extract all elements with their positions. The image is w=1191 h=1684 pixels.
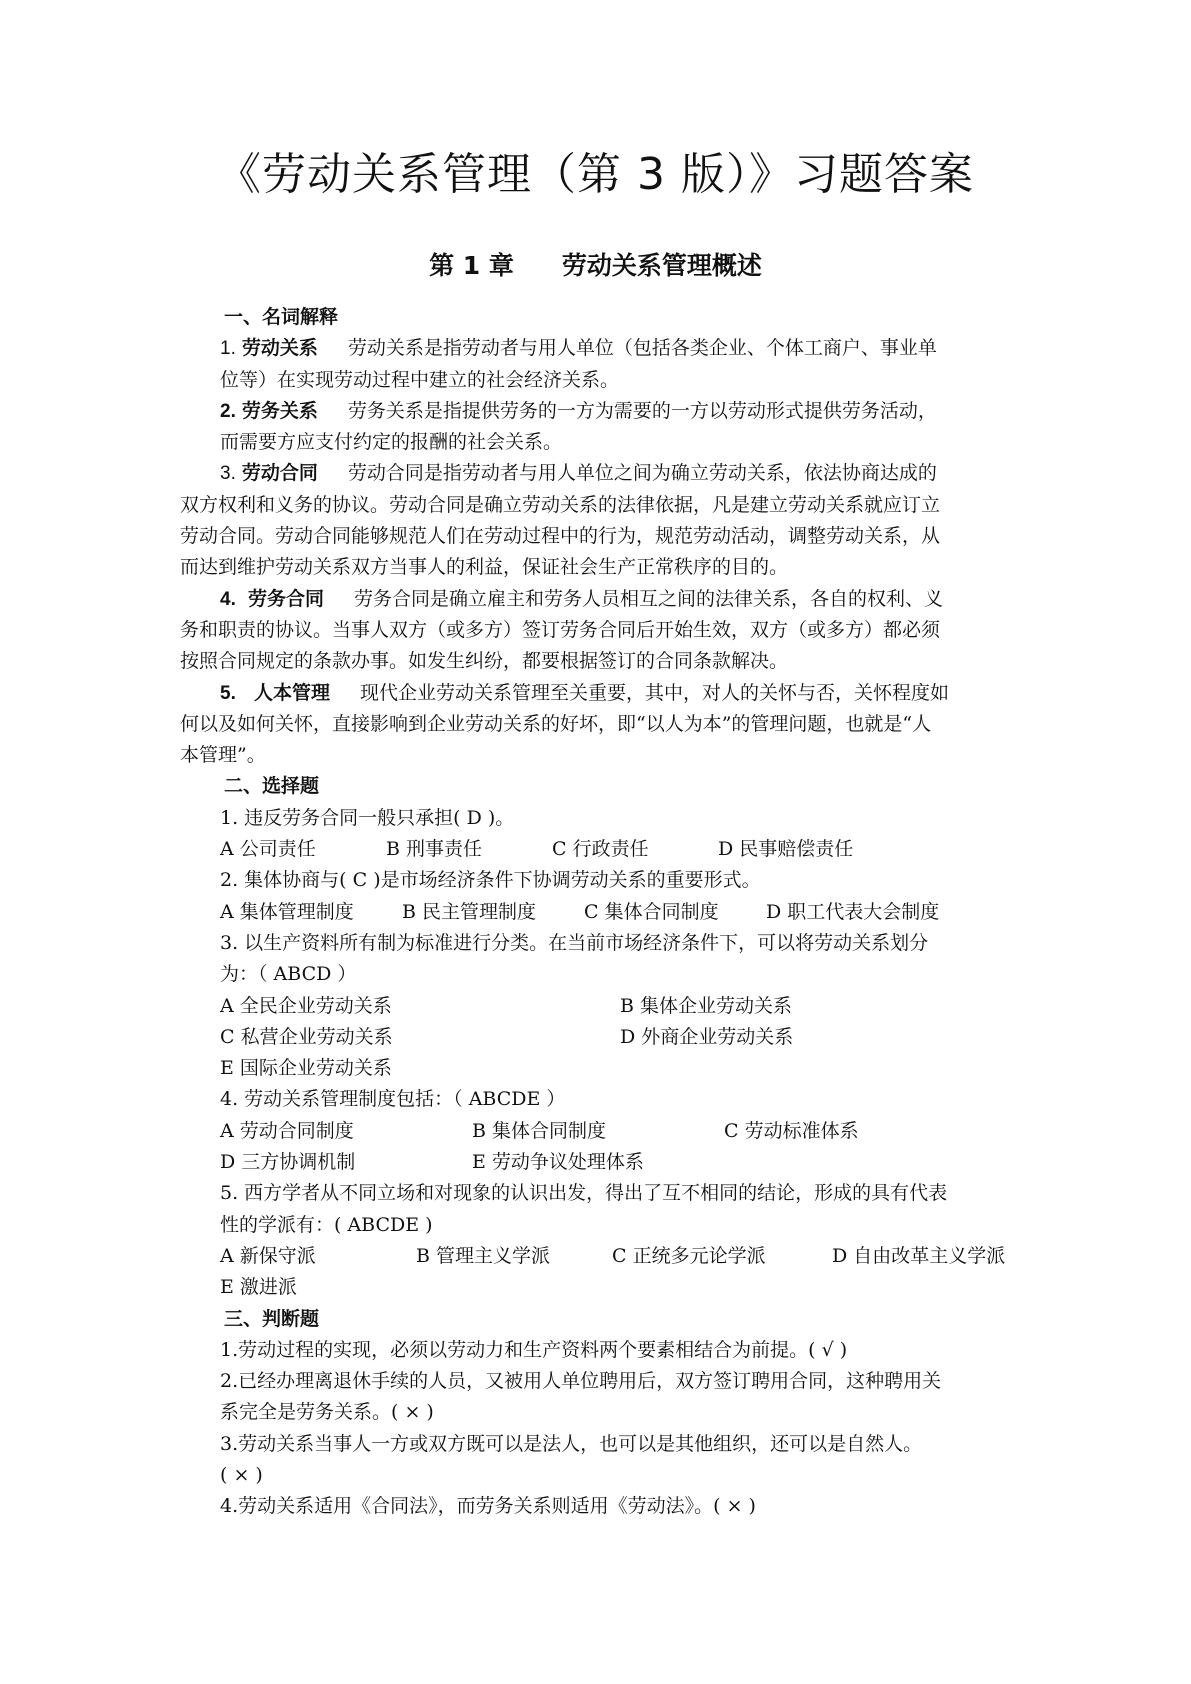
choice-question-5: 5. 西方学者从不同立场和对现象的认识出发，得出了互不相同的结论，形成的具有代表 性的学派有：( ABCDE ) A 新保守派 B 管理主义学派 C 正统多元论学派 D 自由改革主义学派 E 激进派 xyxy=(180,1178,1010,1303)
option-b: B 集体企业劳动关系 xyxy=(620,994,793,1017)
option-e: E 劳动争议处理体系 xyxy=(472,1151,644,1174)
choice-question-2: 2. 集体协商与( C )是市场经济条件下协调劳动关系的重要形式。 A 集体管理制度 B 民主管理制度 C 集体合同制度 D 职工代表大会制度 xyxy=(180,865,1010,928)
option-e: E 激进派 xyxy=(220,1276,297,1299)
term-label: 劳动合同 xyxy=(241,462,318,485)
option-a: A 公司责任 xyxy=(220,838,316,861)
section-heading-choice: 二、选择题 xyxy=(224,775,320,798)
term-item-2: 2. 劳务关系 劳务关系是指提供劳务的一方为需要的一方以劳动形式提供劳务活动， 而需要方应支付约定的报酬的社会关系。 xyxy=(220,399,937,454)
option-a: A 新保守派 xyxy=(220,1244,316,1267)
option-b: B 刑事责任 xyxy=(386,838,483,861)
option-a: A 劳动合同制度 xyxy=(220,1119,354,1142)
option-a: A 集体管理制度 xyxy=(220,900,354,923)
chapter-heading xyxy=(0,248,1191,284)
option-d: D 外商企业劳动关系 xyxy=(620,1025,794,1048)
term-label: 人本管理 xyxy=(253,681,330,704)
document-title: 《劳动关系管理（第 3 版）》习题答案 xyxy=(217,149,974,200)
term-label: 劳务关系 xyxy=(241,399,318,422)
option-b: B 集体合同制度 xyxy=(472,1119,607,1142)
judgement-line: 4.劳动关系适用《合同法》，而劳务关系则适用《劳动法》。( × ) xyxy=(220,1495,756,1518)
term-label: 劳务合同 xyxy=(247,587,324,610)
option-d: D 民事赔偿责任 xyxy=(718,838,854,861)
option-c: C 正统多元论学派 xyxy=(612,1244,766,1267)
term-label: 劳动关系 xyxy=(241,337,318,360)
option-a: A 全民企业劳动关系 xyxy=(220,994,392,1017)
judgement-line: 1.劳动过程的实现，必须以劳动力和生产资料两个要素相结合为前提。( √ ) xyxy=(220,1338,848,1361)
term-item-1: 1. 劳动关系 劳动关系是指劳动者与用人单位（包括各类企业、个体工商户、事业单 位等）在实现劳动过程中建立的社会经济关系。 xyxy=(220,337,937,391)
judgement-list xyxy=(180,1335,1010,1523)
option-c: C 集体合同制度 xyxy=(584,900,719,923)
chapter-number: 第 1 章 xyxy=(429,251,514,280)
section-heading-judgement: 三、判断题 xyxy=(224,1307,320,1330)
choice-question-1: 1. 违反劳务合同一般只承担( D )。 A 公司责任 B 刑事责任 C 行政责任 D 民事赔偿责任 xyxy=(180,803,1010,866)
judgement-line: ( × ) xyxy=(220,1463,263,1486)
option-d: D 自由改革主义学派 xyxy=(832,1244,1006,1267)
option-c: C 行政责任 xyxy=(552,838,649,861)
option-e: E 国际企业劳动关系 xyxy=(220,1057,392,1080)
term-item-4: 4. 劳务合同 劳务合同是确立雇主和劳务人员相互之间的法律关系，各自的权利、义 务和职责的协议。当事人双方（或多方）签订劳务合同后开始生效，双方（或多方）都必须 按照合同规定的条款办事。如发生纠纷，都要根据签订的合同条款解决。 xyxy=(180,587,943,673)
document-body xyxy=(180,302,1010,1523)
option-d: D 职工代表大会制度 xyxy=(766,900,940,923)
judgement-line: 2.已经办理离退休手续的人员，又被用人单位聘用后，双方签订聘用合同，这种聘用关 xyxy=(220,1370,942,1393)
term-item-5: 5. 人本管理 现代企业劳动关系管理至关重要，其中，对人的关怀与否，关怀程度如 何以及如何关怀，直接影响到企业劳动关系的好坏，即“以人为本”的管理问题，也就是“人 本管理”。 xyxy=(180,681,950,767)
judgement-line: 3.劳动关系当事人一方或双方既可以是法人，也可以是其他组织，还可以是自然人。 xyxy=(220,1432,923,1455)
option-b: B 管理主义学派 xyxy=(416,1244,551,1267)
term-item-3: 3. 劳动合同 劳动合同是指劳动者与用人单位之间为确立劳动关系，依法协商达成的 双方权利和义务的协议。劳动合同是确立劳动关系的法律依据，凡是建立劳动关系就应订立 劳动合同。劳动合同能够规范人们在劳动过程中的行为，规范劳动活动，调整劳动关系，从 而达到维护劳动关系双方当事人的利益，保证社会生产正常秩序的目的。 xyxy=(180,462,941,579)
chapter-name: 劳动关系管理概述 xyxy=(561,251,762,280)
option-d: D 三方协调机制 xyxy=(220,1151,356,1174)
choice-question-4: 4. 劳动关系管理制度包括：（ ABCDE ） A 劳动合同制度 B 集体合同制度 C 劳动标准体系 D 三方协调机制 E 劳动争议处理体系 xyxy=(180,1084,1010,1178)
judgement-line: 系完全是劳务关系。( × ) xyxy=(220,1401,434,1424)
option-c: C 私营企业劳动关系 xyxy=(220,1025,393,1048)
choice-question-3: 3. 以生产资料所有制为标准进行分类。在当前市场经济条件下，可以将劳动关系划分 为：（ ABCD ） A 全民企业劳动关系 B 集体企业劳动关系 C 私营企业劳动关系 D 外商企业劳动关系 E 国际企业劳动关系 xyxy=(180,928,1010,1084)
section-heading-terms: 一、名词解释 xyxy=(224,306,339,328)
option-b: B 民主管理制度 xyxy=(402,900,537,923)
option-c: C 劳动标准体系 xyxy=(724,1119,859,1142)
